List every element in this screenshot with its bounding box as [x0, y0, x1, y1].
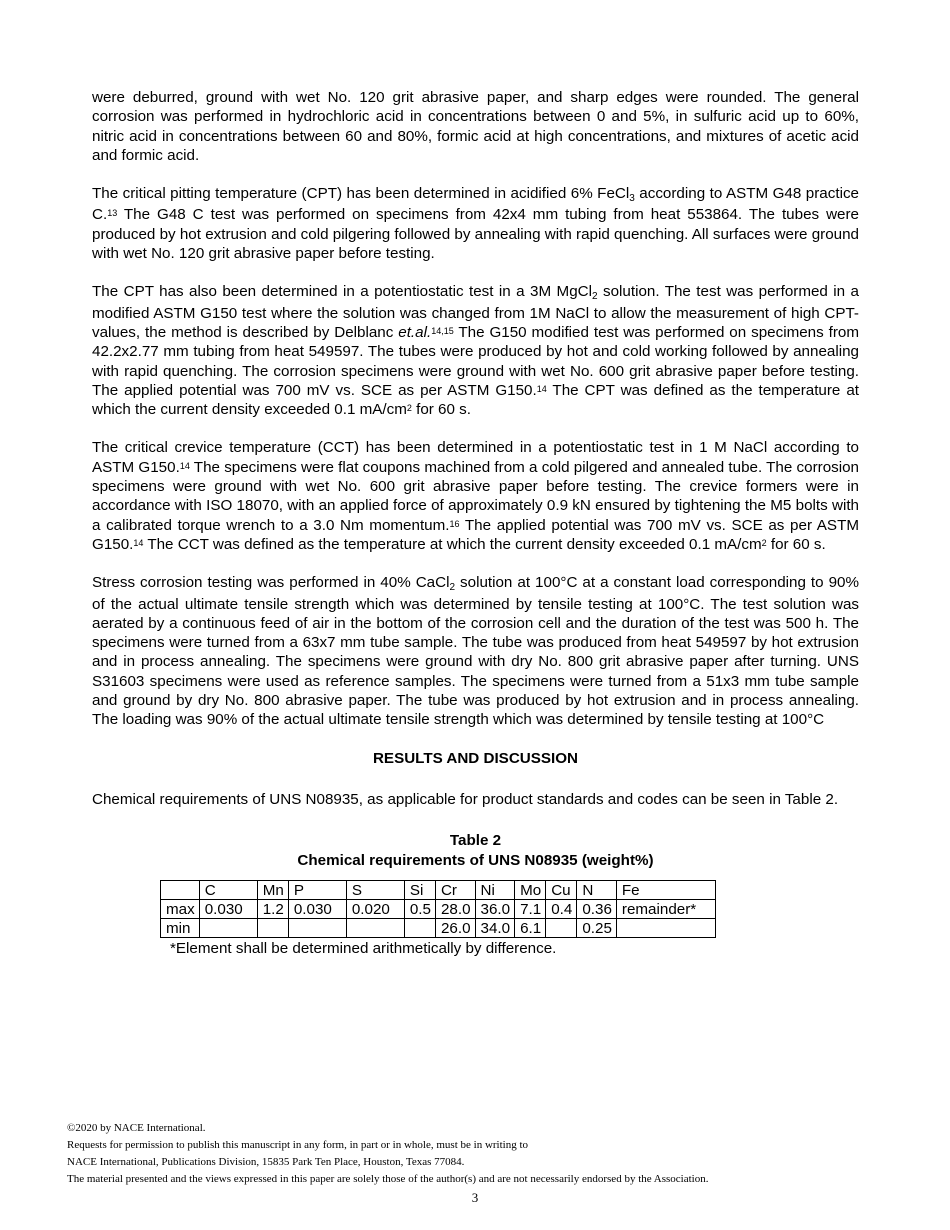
table-cell: [288, 919, 346, 938]
table-cell: [199, 919, 257, 938]
table-cell: [346, 919, 404, 938]
table-cell: 7.1: [515, 900, 546, 919]
paragraph-general-corrosion: were deburred, ground with wet No. 120 grit abrasive paper, and sharp edges were rounded. The general corrosion was performed in hydrochloric acid in concentrations between 0 and 5%, in sulfuric acid up to 60%, nitric acid in concentrations between 60 and 80%, formic acid at high concentrations, and mixtures of acetic acid and formic acid.: [92, 89, 859, 164]
paragraph-cpt-g150: The CPT has also been determined in a potentiostatic test in a 3M MgCl$_2$ solution. The test was performed in a modified ASTM G150 test where the solution was changed from 1M NaCl to allow the measurement of high CPT-values, the method is described by Delblanc et.al.$^{14,15}$ The G150 modified test was performed on specimens from 42.2x2.77 mm tubing from heat 549597. The tubes were produced by hot and cold working followed by annealing with rapid quenching. The corrosion specimens were ground with wet No. 600 grit abrasive paper before testing. The applied potential was 700 mV vs. SCE as per ASTM G150.14 The CPT was defined as the temperature at which the current density exceeded 0.1 $mA/cm^2$ for 60 s.: [92, 283, 859, 419]
table-cell: min: [161, 919, 200, 938]
section-heading: RESULTS AND DISCUSSION: [372, 749, 579, 767]
table-row-max: [161, 900, 716, 919]
table-cell: C: [199, 881, 257, 900]
table-title: [92, 831, 859, 870]
table-cell: [161, 881, 200, 900]
table-cell: [616, 919, 715, 938]
page-number: 3: [471, 1190, 479, 1205]
table-row-min: [161, 919, 716, 938]
table-cell: 0.5: [404, 900, 435, 919]
table-cell: 6.1: [515, 919, 546, 938]
table-label: Table 2: [449, 832, 502, 850]
footer-line: Requests for permission to publish this manuscript in any form, in part or in whole, must be in writing to: [67, 1139, 529, 1151]
table-cell: N: [577, 881, 617, 900]
table-cell: Si: [404, 881, 435, 900]
table-cell: [257, 919, 288, 938]
table-cell: S: [346, 881, 404, 900]
table-cell: Cr: [435, 881, 475, 900]
table-cell: 34.0: [475, 919, 515, 938]
paragraph-cct: The critical crevice temperature (CCT) has been determined in a potentiostatic test in 1 M NaCl according to ASTM G150.14 The specimens were flat coupons machined from a cold pilgered and annealed tube. The corrosion specimens were ground with wet No. 600 grit abrasive paper before testing. The crevice formers were in accordance with ISO 18070, with an applied force of approximately 0.9 kN ensured by tightening the M5 bolts with a calibrated torque wrench to a 3.0 Nm momentum.$^{16}$ The applied potential was 700 mV vs. SCE as per ASTM G150.14 The CCT was defined as the temperature at which the current density exceeded 0.1 $mA/cm^2$ for 60 s.: [92, 439, 860, 553]
chemical-requirements-table: [160, 880, 716, 938]
table-cell: 0.36: [577, 900, 617, 919]
table-cell: Mo: [515, 881, 546, 900]
copyright-footer: [67, 1120, 887, 1188]
table-cell: [546, 919, 577, 938]
footer-line: NACE International, Publications Division, 15835 Park Ten Place, Houston, Texas 77084.: [67, 1156, 465, 1168]
table-cell: 0.020: [346, 900, 404, 919]
paragraph-chemical-requirements: Chemical requirements of UNS N08935, as applicable for product standards and codes can be seen in Table 2.: [92, 790, 839, 808]
table-cell: max: [161, 900, 200, 919]
paragraph-cpt-g48: The critical pitting temperature (CPT) has been determined in acidified 6% FeCl$_3$ according to ASTM G48 practice C.$^{13}$ The G48 C test was performed on specimens from 42x4 mm tubing from heat 553864. The tubes were produced by hot extrusion and cold pilgering followed by annealing with rapid quenching. All surfaces were ground with wet No. 120 grit abrasive paper before testing.: [92, 185, 859, 263]
table-cell: 26.0: [435, 919, 475, 938]
table-footnote: *Element shall be determined arithmetically by difference.: [170, 940, 557, 958]
table-cell: 28.0: [435, 900, 475, 919]
table-cell: Fe: [616, 881, 715, 900]
footer-line: ©2020 by NACE International.: [67, 1122, 206, 1134]
table-cell: [404, 919, 435, 938]
table-cell: 0.4: [546, 900, 577, 919]
table-cell: 0.030: [288, 900, 346, 919]
table-cell: Mn: [257, 881, 288, 900]
table-cell: P: [288, 881, 346, 900]
table-cell: 0.030: [199, 900, 257, 919]
table-cell: Cu: [546, 881, 577, 900]
table-cell: 0.25: [577, 919, 617, 938]
table-cell: remainder*: [616, 900, 715, 919]
table-cell: 1.2: [257, 900, 288, 919]
table-caption: Chemical requirements of UNS N08935 (weight%): [297, 851, 654, 869]
table-cell: 36.0: [475, 900, 515, 919]
table-header-row: [161, 881, 716, 900]
table-cell: Ni: [475, 881, 515, 900]
page-body: [92, 88, 859, 958]
paragraph-stress-corrosion: Stress corrosion testing was performed in 40% CaCl$_2$ solution at 100°C at a constant load corresponding to 90% of the actual ultimate tensile strength which was determined by tensile testing at 100°C. The test solution was aerated by a continuous feed of air in the bottom of the corrosion cell and the duration of the test was 500 h. The specimens were turned from a 63x7 mm tube sample. The tube was produced from heat 549597 by hot extrusion and in process annealing. The specimens were ground with dry No. 800 grit abrasive paper after turning. UNS S31603 specimens were used as reference samples. The specimens were turned from a 51x3 mm tube sample and ground by dry No. 800 abrasive paper. The tube was produced by hot extrusion and in process annealing. The loading was 90% of the actual ultimate tensile strength which was determined by tensile testing at 100°C: [92, 574, 859, 729]
footer-line: The material presented and the views expressed in this paper are solely those of the author(s) and are not necessarily endorsed by the Association.: [67, 1173, 709, 1185]
